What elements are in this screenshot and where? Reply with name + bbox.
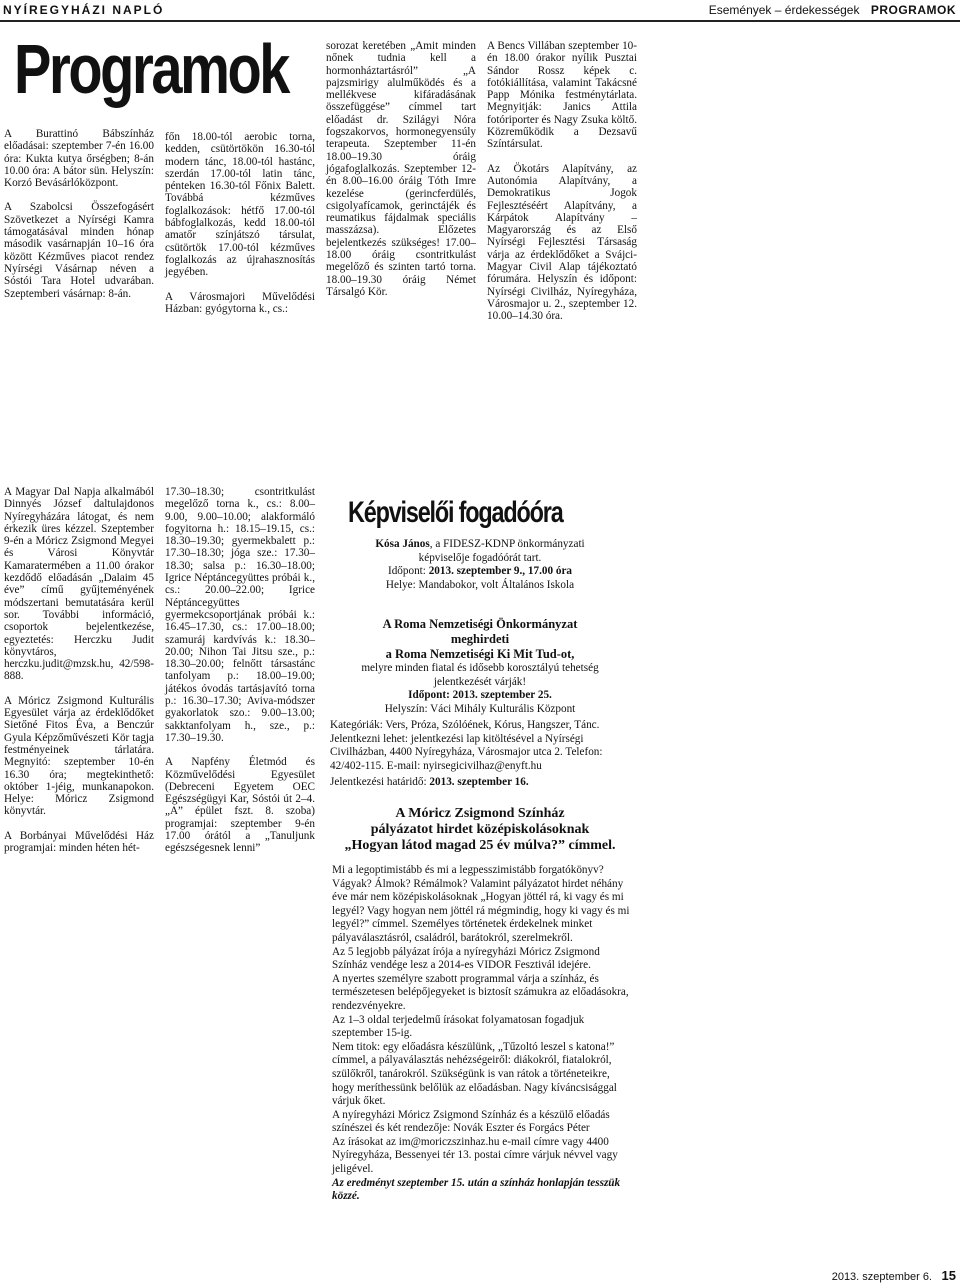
box-title: Képviselői fogadóóra — [348, 496, 563, 529]
subsection-label: Események – érdekességek — [708, 3, 860, 17]
column-4 — [487, 40, 637, 323]
column-6 — [165, 486, 315, 855]
newspaper-name: NYÍREGYHÁZI NAPLÓ — [3, 3, 165, 17]
article-paragraph: A nyertes személyre szabott programmal várja a színház, és természetesen belépőjegyeket is biztosít számukra az előadásokra, rendezvényekre. — [332, 972, 629, 1012]
roma-deadline — [330, 776, 630, 790]
deadline-value: 2013. szeptember 16. — [429, 776, 529, 789]
article-paragraph: A Borbányai Művelődési Ház programjai: minden héten hét- — [4, 829, 154, 855]
article-paragraph: 17.30–18.30; csontritkulást megelőző torna k., cs.: 8.00–9.00, 9.00–10.00; alakformáló fogyitorna h.: 18.15–19.15, cs.: 18.30–19.30; gyermekbalett p.: 17.30–18.30; jóga sze.: 17.30–18.30; salsa p.: 16.30–18.00; Igrice Néptáncegyüttes próbái k., cs.: 20.00–22.00; Igrice Néptáncegyüttes gyermekcsoportjának próbái k.: 16.45–17.30, cs.: 17.00–18.00; szamuráj kardvívás k.: 18.30–20.00; Nihon Tai Jitsu sze., p.: 18.30–20.00; felnőtt társastánc tanfolyam p.: 18.00–19.00; játékos óvodás tartásjavító torna p.: 16.30–17.30; Aviva-módszer gyakorlatok szo.: 9.00–13.00; sakktanfolyam h., sze., p.: 17.30–19.30. — [165, 486, 315, 744]
time-value: 2013. szeptember 9., 17.00 óra — [428, 565, 573, 577]
roma-line-5: jelentkezését várják! — [433, 675, 527, 688]
kosa-time — [330, 565, 630, 579]
kosa-line-2: képviselője fogadóórát tart. — [418, 551, 542, 564]
article-paragraph: A Burattinó Bábszínház előadásai: szeptember 7-én 16.00 óra: Kukta kutya őrségben; 8-án 10.00 óra: A bátor sün. Helyszín: Korzó Bevásárlóközpont. — [4, 128, 154, 190]
article-paragraph: főn 18.00-tól aerobic torna, kedden, csütörtökön 16.30-tól modern tánc, 18.00-tól hastánc, szerdán 17.00-tól latin tánc, pénteken 16.30-tól Főnix Balett. Továbbá kézműves foglalkozások: hétfő 17.00-tól bábfoglalkozás, kedd 18.00-tól amatőr színjátszó társulat, csütörtök 17.00-tól kézműves foglalkozás az újrahasznosítás jegyében. — [165, 131, 315, 279]
column-3 — [326, 40, 476, 298]
article-paragraph: A Szabolcsi Összefogásért Szövetkezet a Nyírségi Kamra támogatásával minden hónap második vasárnapján 10–16 óra között Kézműves piacot rendez Nyírségi Vásárnap néven a Sóstói Tara Hotel udvarában. Szeptemberi vásárnap: 8-án. — [4, 201, 154, 300]
section-label: PROGRAMOK — [870, 3, 956, 17]
article-paragraph: Mi a legoptimistább és mi a legpesszimistább forgatókönyv? Vágyak? Álmok? Rémálmok? Valamint pályázatot hirdet néhány éve már nem középiskolásoknak „Hogyan jöttél rá, ki vagy és mi legyél? Vagy hogyan nem jöttél rá mégmindig, hogy ki vagy és mi legyél?” címmel. Személyes történetek érdekelnek minket pályaválasztásról, családról, barátokról, szerelmekről. — [332, 864, 630, 944]
roma-title-2: meghirdeti — [450, 632, 510, 646]
footer-date: 2013. szeptember 6. — [831, 1271, 932, 1283]
section-header — [709, 3, 956, 17]
roma-title-1: A Roma Nemzetiségi Önkormányzat — [382, 617, 578, 631]
page-title: Programok — [14, 30, 289, 108]
article-paragraph: A nyíregyházi Móricz Zsigmond Színház és a készülő előadás színészei és két rendezője: Novák Eszter és Forgács Péter — [332, 1108, 610, 1135]
kosa-line-1 — [330, 538, 630, 552]
article-paragraph: Az Ökotárs Alapítvány, az Autonómia Alapítvány, a Demokratikus Jogok Fejlesztéséért Alapítvány, a Kárpátok Alapítvány – Magyarország és az Első Nyírségi Fejlesztési Társaság várja az érdeklődőket a Svájci-Magyar Civil Alap tájékoztató fórumára. Helyszín és időpont: Nyírségi Civilház, Nyíregyháza, Városmajor u. 2., szeptember 12. 10.00–14.30 óra. — [487, 162, 637, 323]
article-paragraph: Az 1–3 oldal terjedelmű írásokat folyamatosan fogadjuk szeptember 15-ig. — [332, 1013, 585, 1040]
moricz-body — [332, 864, 630, 1204]
roma-title-3: a Roma Nemzetiségi Ki Mit Tud-ot, — [385, 647, 575, 661]
roma-place: Helyszín: Váci Mihály Kulturális Központ — [384, 702, 576, 715]
moricz-title-1: A Móricz Zsigmond Színház — [395, 806, 565, 821]
kosa-line-1-rest: , a FIDESZ-KDNP önkormányzati — [429, 538, 585, 550]
roma-announcement — [330, 617, 630, 790]
moricz-title-3: „Hogyan látod magad 25 év múlva?” címmel. — [344, 838, 616, 853]
column-1 — [4, 128, 154, 300]
column-2 — [165, 131, 315, 315]
article-paragraph: A Bencs Villában szeptember 10-én 18.00 órakor nyílik Pusztai Sándor Rossz képek c. fotókiállítása, valamint Takácsné Papp Mónika festménytárlata. Megnyitják: Janics Attila fotóriporter és Nagy Zsuka költő. Közreműködik a Dezsavű Színtársulat. — [487, 40, 637, 151]
page-number: 15 — [941, 1268, 956, 1283]
kosa-announcement — [330, 538, 630, 592]
kosa-place: Helye: Mandabokor, volt Általános Iskola — [385, 578, 575, 591]
representative-name: Kósa János — [375, 538, 430, 550]
article-paragraph: Az 5 legjobb pályázat írója a nyíregyházi Móricz Zsigmond Színház vendége lesz a 2014-es VIDOR Fesztivál idejére. — [332, 945, 600, 972]
final-note: Az eredményt szeptember 15. után a színház honlapján tesszük közzé. — [332, 1176, 621, 1203]
moricz-announcement — [330, 806, 630, 854]
article-paragraph: Nem titok: egy előadásra készülünk, „Tűzoltó leszel s katona!” címmel, a pályaválasztás nehézségeiről: diákokról, fiatalokról, szülőkről, tanárokról. Szükségünk is van rátok a történeteikre, hogy meríthessünk belőlük az előadásban. Nagy kíváncsisággal várjuk őket. — [332, 1040, 617, 1108]
article-paragraph: A Móricz Zsigmond Kulturális Egyesület várja az érdeklődőket Sietőné Fitos Éva, a Benczúr Gyula Képzőművészeti Kör tagja festményeinek tárlatára. Megnyitó: szeptember 10-én 16.30 óra; megtekinthető: október 1-jéig, munkanapokon. Helye: Móricz Zsigmond könyvtár. — [4, 694, 154, 818]
time-label: Időpont: — [387, 565, 429, 577]
article-paragraph: Az írásokat az im@moriczszinhaz.hu e-mail címre vagy 4400 Nyíregyháza, Bessenyei tér 13. postai címre várjuk névvel vagy jeligével. — [332, 1135, 618, 1176]
roma-time: Időpont: 2013. szeptember 25. — [408, 689, 552, 701]
roma-line-4: melyre minden fiatal és idősebb korosztályú tehetség — [361, 662, 599, 674]
article-paragraph: A Magyar Dal Napja alkalmából Dinnyés József daltulajdonos Nyíregyházára látogat, és nem érkezik üres kézzel. Szeptember 9-én a Móricz Zsigmond Megyei és Városi Könyvtár Kamaratermében a 11.00 órakor kezdődő előadásán „Dalaim 45 éve” című gyűjteményének módszertani bemutatására kerül sor. További információ, csoportok bejelentkezése, egyeztetés: Herczku Judit könyvtáros, herczku.judit@mzsk.hu, 42/598-888. — [4, 486, 154, 683]
article-paragraph: A Városmajori Művelődési Házban: gyógytorna k., cs.: — [165, 290, 315, 315]
column-5 — [4, 486, 154, 854]
moricz-title-2: pályázatot hirdet középiskolásoknak — [370, 822, 590, 837]
article-paragraph: sorozat keretében „Amit minden nőnek tudnia kell a hormonháztartásról” „A pajzsmirigy alulműködés és a mellékvese kifáradásának összefüggése” címmel tart előadást dr. Szilágyi Nóra fogszakorvos, hormonegyensúly terapeuta. Szeptember 11-én 18.00–19.30 óráig jógafoglalkozás. Szeptember 12-én 8.00–16.00 óráig Tóth Imre kezelése (gerincferdülés, csigolyafícamok, gerinctájék és reumatikus fájdalmak speciális masszázsa). Előzetes bejelentkezés szükséges! 17.00–18.00 óráig csontritkulást megelőző és szinten tartó torna. 18.00–19.30 óráig Német Társalgó Kör. — [326, 40, 476, 298]
header-rule — [0, 20, 960, 22]
roma-categories: Kategóriák: Vers, Próza, Szólóének, Kórus, Hangszer, Tánc. Jelentkezni lehet: jelentkezési lap kitöltésével a Nyírségi Civilházban, 4400 Nyíregyháza, Városmajor utca 2. Telefon: 42/402-115. E-mail: nyirsegicivilhaz@enyft.hu — [330, 719, 603, 772]
deadline-label: Jelentkezési határidő: — [330, 776, 430, 789]
article-paragraph: A Napfény Életmód és Közművelődési Egyesület (Debreceni Egyetem OEC Egészségügyi Kar, Sóstói út 2–4. „A” épület fszt. 8. szoba) programjai: szeptember 9-én 17.00 órától a „Tanuljunk egészségesnek lenni” — [165, 756, 315, 855]
